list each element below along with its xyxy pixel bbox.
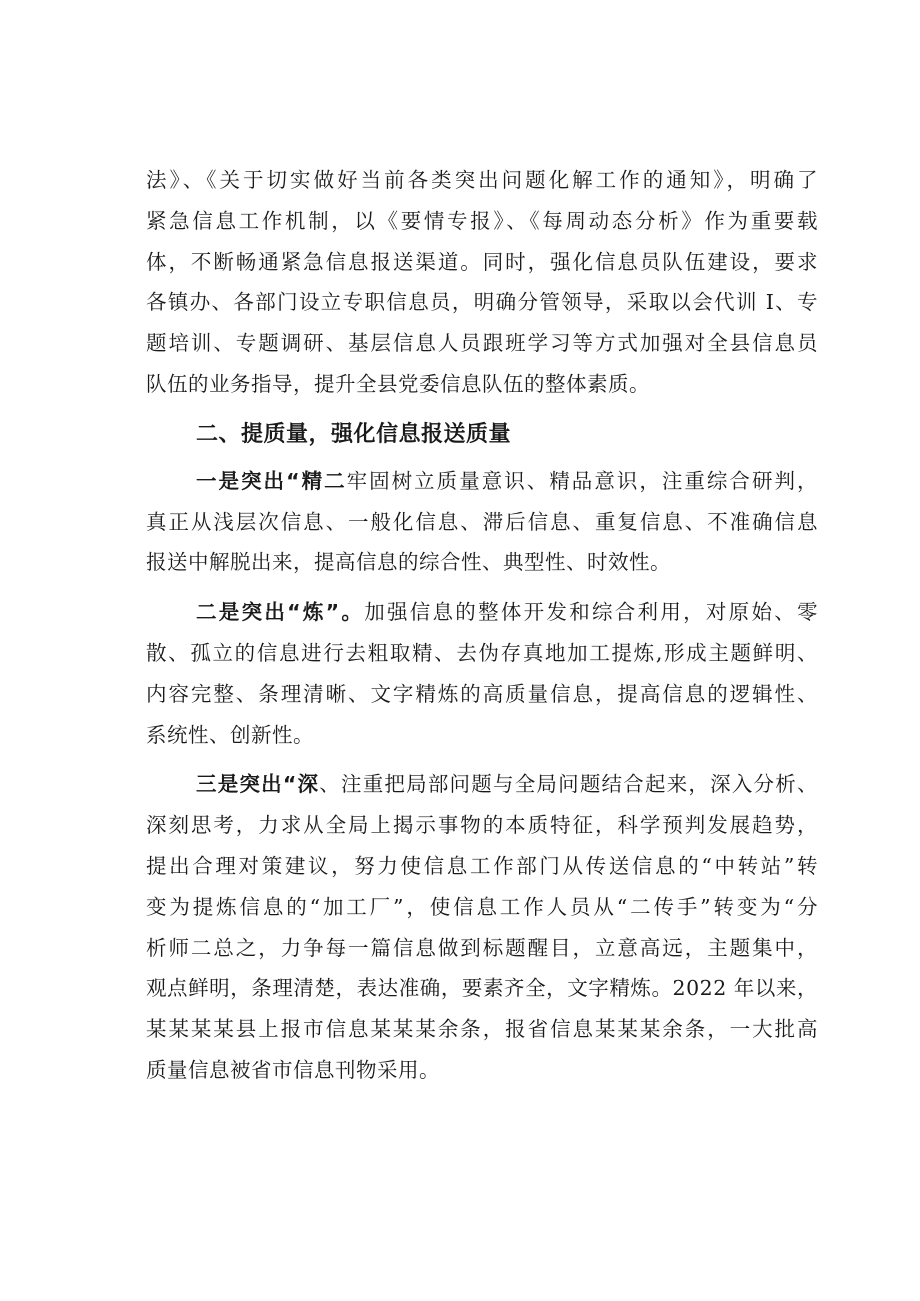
paragraph-line: 报送中解脱出来，提高信息的综合性、典型性、时效性。 — [146, 550, 671, 575]
paragraph-line — [146, 592, 818, 633]
paragraph-lead: 二是突出“炼”。 — [196, 600, 365, 625]
paragraph-text: 牢固树立质量意识、精品意识，注重综合研判， — [346, 468, 818, 493]
paragraph-line: 析师二总之，力争每一篇信息做到标题醒目，立意高远，主题集中， — [146, 935, 818, 960]
paragraph-line: 某某某某县上报市信息某某某余条，报省信息某某某余条，一大批高 — [146, 1017, 818, 1042]
paragraph-line — [146, 461, 818, 502]
paragraph-4 — [146, 764, 818, 1090]
paragraph-line — [146, 764, 818, 805]
paragraph-line: 题培训、专题调研、基层信息人员跟班学习等方式加强对全县信息员 — [146, 331, 818, 356]
paragraph-line: 深刻思考，力求从全局上揭示事物的本质特征，科学预判发展趋势， — [146, 813, 818, 838]
paragraph-line: 体，不断畅通紧急信息报送渠道。同时，强化信息员队伍建设，要求 — [146, 249, 818, 274]
paragraph-line: 质量信息被省市信息刊物采用。 — [146, 1057, 440, 1082]
paragraph-gap — [146, 755, 818, 764]
paragraph-line: 提出合理对策建议，努力使信息工作部门从传送信息的“中转站”转 — [146, 853, 818, 878]
paragraph-lead: 一是突出“精二 — [196, 468, 347, 493]
paragraph-gap — [146, 583, 818, 592]
paragraph-line: 散、孤立的信息进行去粗取精、去伪存真地加工提炼,形成主题鲜明、 — [146, 640, 818, 665]
paragraph-line: 观点鲜明，条理清楚，表达准确，要素齐全，文字精炼。2022 年以来， — [146, 976, 818, 1001]
paragraph-2 — [146, 461, 818, 583]
paragraph-line: 内容完整、条理清晰、文字精炼的高质量信息，提高信息的逻辑性、 — [146, 681, 818, 706]
paragraph-line: 队伍的业务指导，提升全县党委信息队伍的整体素质。 — [146, 371, 650, 396]
paragraph-lead: 三是突出“深 — [196, 772, 320, 797]
paragraph-text: 加强信息的整体开发和综合利用，对原始、零 — [364, 600, 818, 625]
paragraph-line: 变为提炼信息的“加工厂”，使信息工作人员从“二传手”转变为“分 — [146, 894, 818, 919]
paragraph-line: 法》、《关于切实做好当前各类突出问题化解工作的通知》，明确了 — [146, 168, 818, 192]
paragraph-line: 真正从浅层次信息、一般化信息、滞后信息、重复信息、不准确信息 — [146, 509, 818, 534]
paragraph-text: 、注重把局部问题与全局问题结合起来，深入分析、 — [319, 772, 818, 797]
document-page — [146, 160, 818, 1091]
paragraph-line: 系统性、创新性。 — [146, 722, 314, 747]
paragraph-3 — [146, 592, 818, 755]
section-heading: 二、提质量，强化信息报送质量 — [196, 421, 512, 447]
paragraph-1 — [146, 160, 818, 405]
paragraph-line: 各镇办、各部门设立专职信息员，明确分管领导，采取以会代训 I、专 — [146, 290, 818, 315]
paragraph-line: 紧急信息工作机制，以《要情专报》、《每周动态分析》作为重要载 — [146, 208, 818, 233]
